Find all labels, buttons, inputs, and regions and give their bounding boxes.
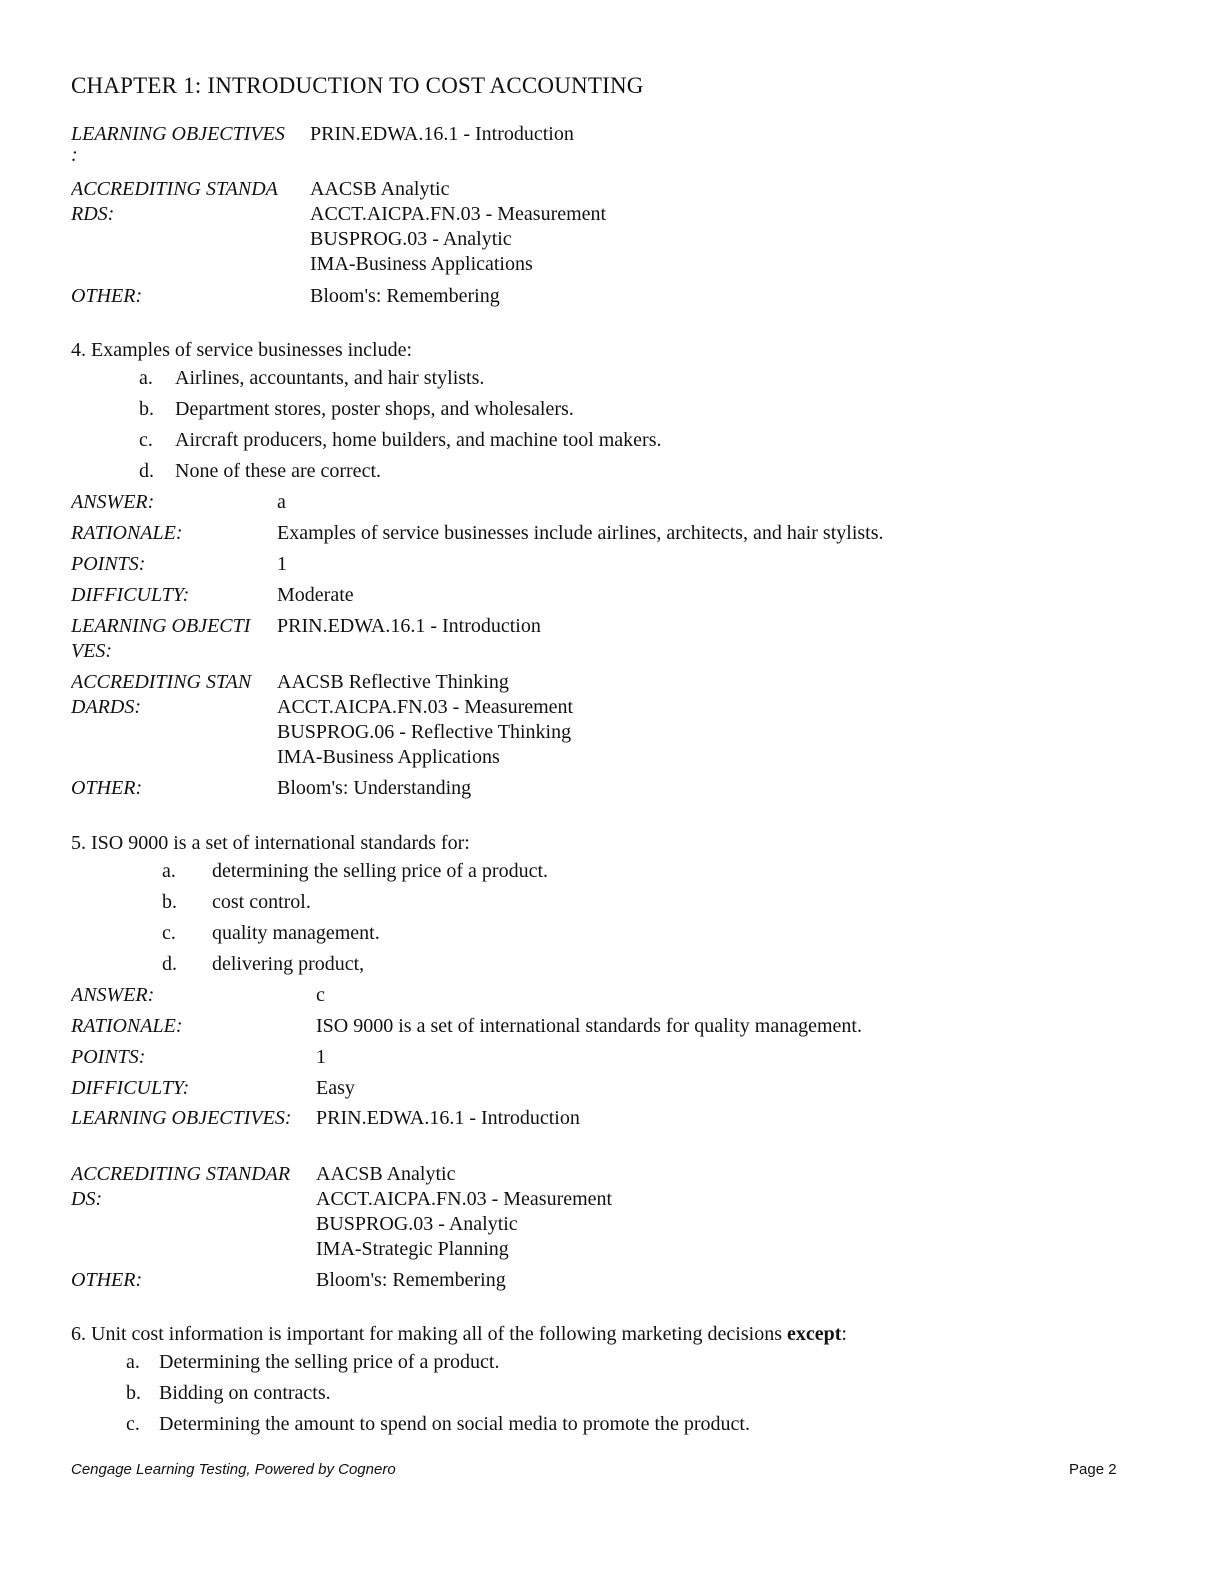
option-text: delivering product, — [212, 953, 365, 975]
question-5-stem: 5. ISO 9000 is a set of international standards for: — [71, 832, 470, 854]
question-6-stem — [71, 1322, 847, 1347]
learning-objectives-label: LEARNING OBJECTI VES: — [71, 615, 251, 662]
option-letter: c. — [139, 429, 153, 451]
points-value: 1 — [316, 1046, 326, 1068]
accrediting-standards-label: ACCREDITING STANDAR DS: — [71, 1163, 291, 1210]
option-letter: d. — [162, 953, 177, 975]
option-text: Determining the amount to spend on social media to promote the product. — [159, 1413, 750, 1435]
accrediting-value: ACCT.AICPA.FN.03 - Measurement — [277, 696, 574, 718]
accrediting-value: AACSB Analytic — [310, 178, 450, 200]
rationale-value: Examples of service businesses include airlines, architects, and hair stylists. — [277, 522, 884, 544]
difficulty-label: DIFFICULTY: — [71, 1077, 190, 1099]
option-text: Bidding on contracts. — [159, 1382, 331, 1404]
learning-objectives-value: PRIN.EDWA.16.1 - Introduction — [277, 615, 541, 637]
option-letter: a. — [139, 367, 153, 389]
option-letter: b. — [126, 1382, 141, 1404]
accrediting-value: BUSPROG.03 - Analytic — [316, 1213, 518, 1235]
question-6-stem-emphasis: except — [787, 1323, 842, 1345]
accrediting-value: BUSPROG.03 - Analytic — [310, 228, 512, 250]
option-text: cost control. — [212, 891, 311, 913]
option-letter: b. — [162, 891, 177, 913]
points-value: 1 — [277, 553, 287, 575]
answer-label: ANSWER: — [71, 984, 155, 1006]
rationale-label: RATIONALE: — [71, 522, 183, 544]
accrediting-value: AACSB Analytic — [316, 1163, 456, 1185]
option-letter: b. — [139, 398, 154, 420]
option-text: Department stores, poster shops, and wholesalers. — [175, 398, 574, 420]
page-number: Page 2 — [1069, 1461, 1117, 1478]
chapter-title: CHAPTER 1: INTRODUCTION TO COST ACCOUNTING — [71, 73, 644, 98]
option-text: determining the selling price of a product. — [212, 860, 549, 882]
accrediting-value: AACSB Reflective Thinking — [277, 671, 509, 693]
rationale-value: ISO 9000 is a set of international standards for quality management. — [316, 1015, 862, 1037]
question-6-stem-suffix: : — [841, 1323, 847, 1345]
accrediting-standards-label: ACCREDITING STAN DARDS: — [71, 671, 252, 718]
answer-label: ANSWER: — [71, 491, 155, 513]
accrediting-value: ACCT.AICPA.FN.03 - Measurement — [316, 1188, 613, 1210]
other-value: Bloom's: Remembering — [310, 285, 500, 307]
points-label: POINTS: — [71, 553, 146, 575]
accrediting-standards-label: ACCREDITING STANDA RDS: — [71, 178, 278, 225]
question-6-stem-text: 6. Unit cost information is important for making all of the following marketing decisions — [71, 1323, 787, 1345]
difficulty-value: Moderate — [277, 584, 354, 606]
accrediting-value: BUSPROG.06 - Reflective Thinking — [277, 721, 572, 743]
option-text: Airlines, accountants, and hair stylists. — [175, 367, 485, 389]
answer-value: c — [316, 984, 325, 1006]
option-letter: c. — [162, 922, 176, 944]
option-text: Aircraft producers, home builders, and machine tool makers. — [175, 429, 662, 451]
accrediting-value: IMA-Business Applications — [277, 746, 500, 768]
other-value: Bloom's: Understanding — [277, 777, 472, 799]
answer-value: a — [277, 491, 286, 513]
accrediting-value: IMA-Business Applications — [310, 253, 533, 275]
option-letter: a. — [126, 1351, 140, 1373]
other-value: Bloom's: Remembering — [316, 1269, 506, 1291]
learning-objectives-label: LEARNING OBJECTIVES: — [71, 1107, 292, 1129]
option-letter: d. — [139, 460, 154, 482]
learning-objectives-label: LEARNING OBJECTIVES : — [71, 123, 285, 166]
question-4-stem: 4. Examples of service businesses include: — [71, 339, 413, 361]
difficulty-value: Easy — [316, 1077, 355, 1099]
accrediting-value: IMA-Strategic Planning — [316, 1238, 509, 1260]
option-letter: c. — [126, 1413, 140, 1435]
rationale-label: RATIONALE: — [71, 1015, 183, 1037]
other-label: OTHER: — [71, 777, 143, 799]
option-text: Determining the selling price of a product. — [159, 1351, 500, 1373]
option-text: quality management. — [212, 922, 380, 944]
points-label: POINTS: — [71, 1046, 146, 1068]
other-label: OTHER: — [71, 285, 143, 307]
difficulty-label: DIFFICULTY: — [71, 584, 190, 606]
other-label: OTHER: — [71, 1269, 143, 1291]
learning-objectives-value: PRIN.EDWA.16.1 - Introduction — [316, 1107, 580, 1129]
option-letter: a. — [162, 860, 176, 882]
accrediting-value: ACCT.AICPA.FN.03 - Measurement — [310, 203, 607, 225]
option-text: None of these are correct. — [175, 460, 381, 482]
learning-objectives-value: PRIN.EDWA.16.1 - Introduction — [310, 123, 574, 145]
footer-credit: Cengage Learning Testing, Powered by Cognero — [71, 1461, 396, 1478]
